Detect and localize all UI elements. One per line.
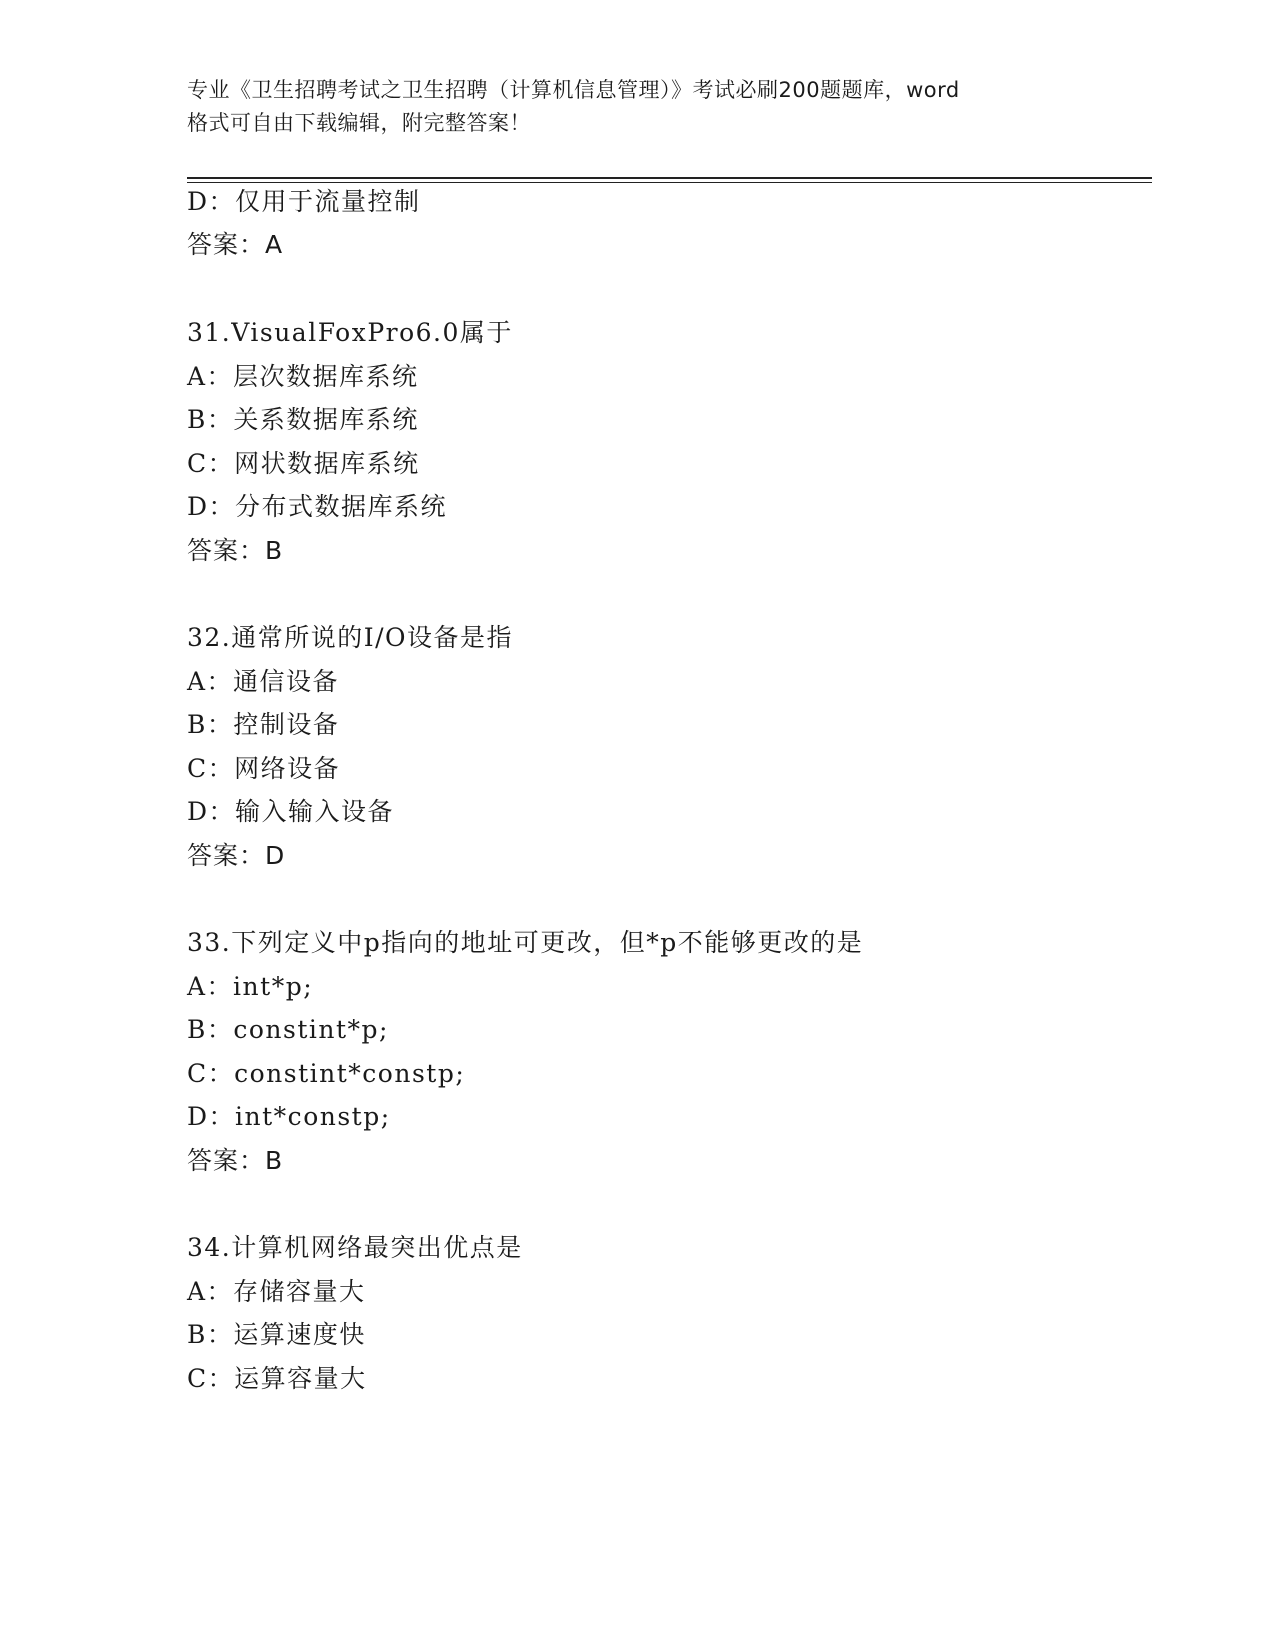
- document-header: [187, 74, 1152, 140]
- header-divider: [187, 177, 1152, 183]
- prev-answer: 答案：A: [187, 230, 284, 259]
- q31-option-d: D：分布式数据库系统: [187, 492, 448, 521]
- prev-option-d: D：仅用于流量控制: [187, 187, 421, 216]
- q33-option-b: B：constint*p;: [187, 1015, 389, 1044]
- q34-option-b: B：运算速度快: [187, 1320, 366, 1349]
- q34-question: 34.计算机网络最突出优点是: [187, 1233, 523, 1262]
- q31-question: 31.VisualFoxPro6.0属于: [187, 318, 513, 347]
- q31-option-c: C：网状数据库系统: [187, 449, 420, 478]
- q32-answer: 答案：D: [187, 841, 286, 870]
- q32-question: 32.通常所说的I/O设备是指: [187, 623, 514, 652]
- q33-answer: 答案：B: [187, 1146, 284, 1175]
- header-line-2: 格式可自由下载编辑，附完整答案！: [187, 111, 531, 135]
- q33-option-d: D：int*constp;: [187, 1102, 391, 1131]
- q31-option-b: B：关系数据库系统: [187, 405, 419, 434]
- q32-option-a: A：通信设备: [187, 667, 340, 696]
- q34-option-c: C：运算容量大: [187, 1364, 367, 1393]
- q33-option-c: C：constint*constp;: [187, 1059, 466, 1088]
- q33-option-a: A：int*p;: [187, 972, 314, 1001]
- q31-option-a: A：层次数据库系统: [187, 362, 419, 391]
- q32-option-c: C：网络设备: [187, 754, 341, 783]
- q31-answer: 答案：B: [187, 536, 284, 565]
- header-line-1: 专业《卫生招聘考试之卫生招聘（计算机信息管理）》考试必刷200题题库，word: [187, 78, 960, 102]
- q32-option-d: D：输入输入设备: [187, 797, 395, 826]
- q32-option-b: B：控制设备: [187, 710, 340, 739]
- q34-option-a: A：存储容量大: [187, 1277, 366, 1306]
- q33-question: 33.下列定义中p指向的地址可更改，但*p不能够更改的是: [187, 928, 864, 957]
